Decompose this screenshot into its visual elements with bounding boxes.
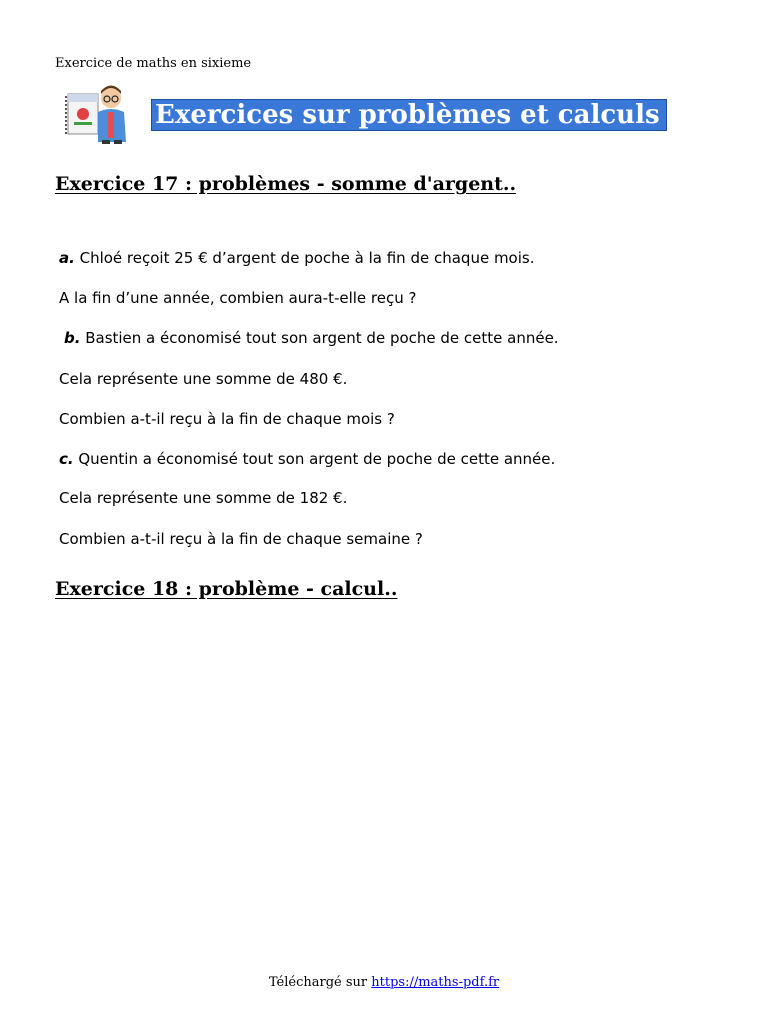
exercise-17-line — [59, 410, 395, 428]
item-text: Combien a-t-il reçu à la fin de chaque mois ? — [59, 410, 395, 428]
item-text: Quentin a économisé tout son argent de poche de cette année. — [73, 450, 556, 468]
exercise-17-line — [64, 329, 559, 347]
footer-link[interactable]: https://maths-pdf.fr — [371, 975, 500, 990]
item-text: Chloé reçoit 25 € d’argent de poche à la fin de chaque mois. — [74, 249, 535, 267]
item-text: Cela représente une somme de 182 €. — [59, 489, 348, 507]
item-text: Combien a-t-il reçu à la fin de chaque semaine ? — [59, 530, 423, 548]
item-text: A la fin d’une année, combien aura-t-elle reçu ? — [59, 289, 417, 307]
exercise-18-title: Exercice 18 : problème - calcul.. — [55, 578, 398, 600]
item-letter: a. — [59, 249, 75, 267]
exercise-17-line — [59, 289, 416, 307]
footer-prefix: Téléchargé sur — [268, 975, 372, 990]
exercise-17-line — [59, 370, 347, 388]
item-letter: b. — [64, 329, 81, 347]
page-title-banner: Exercices sur problèmes et calculs . — [151, 99, 667, 131]
teacher-mascot-logo — [64, 82, 132, 146]
page-footer — [0, 975, 768, 990]
exercise-17-line — [59, 450, 555, 468]
exercise-17-line — [59, 489, 347, 507]
item-text: Bastien a économisé tout son argent de poche de cette année. — [80, 329, 559, 347]
item-letter: c. — [59, 450, 74, 468]
document-header-label: Exercice de maths en sixieme — [55, 56, 252, 71]
exercise-17-title: Exercice 17 : problèmes - somme d'argent.. — [55, 173, 517, 195]
item-text: Cela représente une somme de 480 €. — [59, 370, 348, 388]
exercise-17-line — [59, 249, 535, 267]
exercise-17-line — [59, 530, 423, 548]
